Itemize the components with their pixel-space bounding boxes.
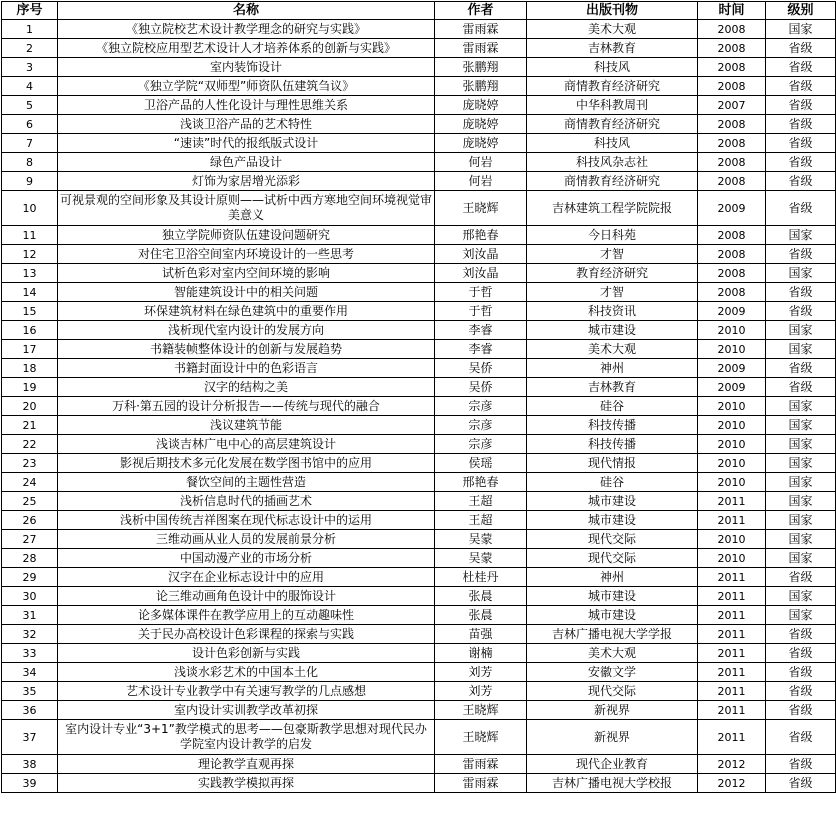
cell-author: 吴蒙 bbox=[435, 549, 527, 568]
cell-year: 2011 bbox=[698, 587, 766, 606]
table-row bbox=[2, 416, 836, 435]
table-row bbox=[2, 226, 836, 245]
table-row bbox=[2, 96, 836, 115]
cell-year: 2011 bbox=[698, 625, 766, 644]
cell-level: 国家 bbox=[766, 454, 836, 473]
cell-author: 李睿 bbox=[435, 340, 527, 359]
cell-publication: 美术大观 bbox=[527, 644, 698, 663]
cell-author: 刘芳 bbox=[435, 682, 527, 701]
cell-title: 浅析中国传统吉祥图案在现代标志设计中的运用 bbox=[58, 511, 435, 530]
cell-publication: 硅谷 bbox=[527, 473, 698, 492]
cell-year: 2010 bbox=[698, 530, 766, 549]
table-row bbox=[2, 172, 836, 191]
cell-title: 环保建筑材料在绿色建筑中的重要作用 bbox=[58, 302, 435, 321]
table-row bbox=[2, 264, 836, 283]
cell-row-number: 27 bbox=[2, 530, 58, 549]
cell-publication: 现代情报 bbox=[527, 454, 698, 473]
cell-level: 国家 bbox=[766, 473, 836, 492]
cell-publication: 商情教育经济研究 bbox=[527, 77, 698, 96]
cell-author: 何岩 bbox=[435, 153, 527, 172]
cell-author: 张鹏翔 bbox=[435, 58, 527, 77]
header-cell: 级别 bbox=[766, 2, 836, 20]
cell-level: 省级 bbox=[766, 245, 836, 264]
cell-level: 省级 bbox=[766, 191, 836, 226]
cell-level: 省级 bbox=[766, 115, 836, 134]
table-row bbox=[2, 302, 836, 321]
cell-title: 对住宅卫浴空间室内环境设计的一些思考 bbox=[58, 245, 435, 264]
cell-year: 2010 bbox=[698, 340, 766, 359]
cell-author: 庞晓婷 bbox=[435, 96, 527, 115]
cell-author: 于哲 bbox=[435, 302, 527, 321]
cell-row-number: 10 bbox=[2, 191, 58, 226]
cell-title: 试析色彩对室内空间环境的影响 bbox=[58, 264, 435, 283]
table-row bbox=[2, 359, 836, 378]
cell-level: 国家 bbox=[766, 549, 836, 568]
table-row bbox=[2, 58, 836, 77]
cell-row-number: 6 bbox=[2, 115, 58, 134]
cell-row-number: 24 bbox=[2, 473, 58, 492]
cell-row-number: 34 bbox=[2, 663, 58, 682]
cell-publication: 今日科苑 bbox=[527, 226, 698, 245]
table-row bbox=[2, 701, 836, 720]
cell-year: 2008 bbox=[698, 264, 766, 283]
publication-table bbox=[1, 1, 836, 793]
cell-title: 实践教学模拟再探 bbox=[58, 774, 435, 793]
cell-publication: 美术大观 bbox=[527, 340, 698, 359]
cell-author: 宗彦 bbox=[435, 416, 527, 435]
cell-row-number: 19 bbox=[2, 378, 58, 397]
cell-publication: 安徽文学 bbox=[527, 663, 698, 682]
cell-level: 省级 bbox=[766, 720, 836, 755]
cell-level: 省级 bbox=[766, 644, 836, 663]
cell-row-number: 16 bbox=[2, 321, 58, 340]
cell-year: 2012 bbox=[698, 755, 766, 774]
header-cell: 作者 bbox=[435, 2, 527, 20]
cell-level: 省级 bbox=[766, 359, 836, 378]
cell-publication: 教育经济研究 bbox=[527, 264, 698, 283]
cell-row-number: 22 bbox=[2, 435, 58, 454]
cell-title: 卫浴产品的人性化设计与理性思维关系 bbox=[58, 96, 435, 115]
cell-year: 2011 bbox=[698, 492, 766, 511]
cell-year: 2011 bbox=[698, 720, 766, 755]
cell-level: 省级 bbox=[766, 682, 836, 701]
cell-level: 省级 bbox=[766, 96, 836, 115]
cell-title: 设计色彩创新与实践 bbox=[58, 644, 435, 663]
cell-publication: 吉林建筑工程学院院报 bbox=[527, 191, 698, 226]
table-row bbox=[2, 435, 836, 454]
cell-publication: 城市建设 bbox=[527, 606, 698, 625]
cell-level: 省级 bbox=[766, 378, 836, 397]
table-row bbox=[2, 134, 836, 153]
cell-row-number: 20 bbox=[2, 397, 58, 416]
cell-author: 邢艳春 bbox=[435, 473, 527, 492]
table-row bbox=[2, 625, 836, 644]
cell-publication: 吉林教育 bbox=[527, 39, 698, 58]
table-row bbox=[2, 644, 836, 663]
cell-publication: 商情教育经济研究 bbox=[527, 172, 698, 191]
cell-title: 室内设计专业“3+1”教学模式的思考——包豪斯教学思想对现代民办学院室内设计教学的启发 bbox=[58, 720, 435, 755]
cell-row-number: 2 bbox=[2, 39, 58, 58]
cell-author: 邢艳春 bbox=[435, 226, 527, 245]
cell-level: 省级 bbox=[766, 302, 836, 321]
cell-publication: 才智 bbox=[527, 283, 698, 302]
cell-year: 2010 bbox=[698, 397, 766, 416]
cell-author: 王晓辉 bbox=[435, 720, 527, 755]
cell-level: 国家 bbox=[766, 511, 836, 530]
cell-level: 省级 bbox=[766, 755, 836, 774]
cell-publication: 现代交际 bbox=[527, 549, 698, 568]
cell-level: 国家 bbox=[766, 530, 836, 549]
cell-title: 浅谈水彩艺术的中国本土化 bbox=[58, 663, 435, 682]
cell-year: 2010 bbox=[698, 435, 766, 454]
cell-row-number: 35 bbox=[2, 682, 58, 701]
cell-title: “速读”时代的报纸版式设计 bbox=[58, 134, 435, 153]
cell-author: 张晨 bbox=[435, 606, 527, 625]
cell-publication: 美术大观 bbox=[527, 20, 698, 39]
cell-publication: 科技传播 bbox=[527, 435, 698, 454]
cell-author: 何岩 bbox=[435, 172, 527, 191]
cell-year: 2007 bbox=[698, 96, 766, 115]
cell-year: 2008 bbox=[698, 134, 766, 153]
cell-publication: 现代企业教育 bbox=[527, 755, 698, 774]
cell-row-number: 33 bbox=[2, 644, 58, 663]
cell-level: 国家 bbox=[766, 435, 836, 454]
cell-title: 论三维动画角色设计中的服饰设计 bbox=[58, 587, 435, 606]
cell-row-number: 17 bbox=[2, 340, 58, 359]
cell-row-number: 28 bbox=[2, 549, 58, 568]
cell-publication: 吉林广播电视大学校报 bbox=[527, 774, 698, 793]
cell-author: 张晨 bbox=[435, 587, 527, 606]
cell-year: 2010 bbox=[698, 549, 766, 568]
cell-publication: 吉林广播电视大学学报 bbox=[527, 625, 698, 644]
cell-title: 万科·第五园的设计分析报告——传统与现代的融合 bbox=[58, 397, 435, 416]
table-row bbox=[2, 755, 836, 774]
cell-level: 省级 bbox=[766, 39, 836, 58]
cell-year: 2010 bbox=[698, 473, 766, 492]
cell-row-number: 13 bbox=[2, 264, 58, 283]
cell-year: 2011 bbox=[698, 644, 766, 663]
cell-level: 国家 bbox=[766, 321, 836, 340]
cell-publication: 新视界 bbox=[527, 720, 698, 755]
cell-author: 雷雨霖 bbox=[435, 774, 527, 793]
cell-level: 国家 bbox=[766, 226, 836, 245]
table-row bbox=[2, 606, 836, 625]
cell-year: 2011 bbox=[698, 511, 766, 530]
cell-level: 省级 bbox=[766, 283, 836, 302]
cell-title: 室内装饰设计 bbox=[58, 58, 435, 77]
cell-row-number: 14 bbox=[2, 283, 58, 302]
table-row bbox=[2, 39, 836, 58]
cell-title: 浅议建筑节能 bbox=[58, 416, 435, 435]
cell-year: 2009 bbox=[698, 191, 766, 226]
cell-level: 国家 bbox=[766, 20, 836, 39]
cell-author: 雷雨霖 bbox=[435, 39, 527, 58]
cell-level: 省级 bbox=[766, 568, 836, 587]
cell-publication: 才智 bbox=[527, 245, 698, 264]
cell-publication: 硅谷 bbox=[527, 397, 698, 416]
cell-level: 省级 bbox=[766, 58, 836, 77]
cell-row-number: 29 bbox=[2, 568, 58, 587]
header-cell: 序号 bbox=[2, 2, 58, 20]
cell-title: 绿色产品设计 bbox=[58, 153, 435, 172]
cell-row-number: 1 bbox=[2, 20, 58, 39]
cell-year: 2009 bbox=[698, 359, 766, 378]
cell-publication: 科技资讯 bbox=[527, 302, 698, 321]
table-row bbox=[2, 321, 836, 340]
cell-author: 宗彦 bbox=[435, 435, 527, 454]
cell-row-number: 38 bbox=[2, 755, 58, 774]
cell-year: 2008 bbox=[698, 39, 766, 58]
cell-author: 庞晓婷 bbox=[435, 115, 527, 134]
cell-row-number: 11 bbox=[2, 226, 58, 245]
cell-row-number: 12 bbox=[2, 245, 58, 264]
cell-year: 2008 bbox=[698, 77, 766, 96]
table-row bbox=[2, 397, 836, 416]
cell-title: 独立学院师资队伍建设问题研究 bbox=[58, 226, 435, 245]
cell-year: 2011 bbox=[698, 606, 766, 625]
cell-author: 雷雨霖 bbox=[435, 20, 527, 39]
cell-level: 省级 bbox=[766, 134, 836, 153]
cell-level: 国家 bbox=[766, 264, 836, 283]
cell-level: 省级 bbox=[766, 153, 836, 172]
cell-title: 书籍封面设计中的色彩语言 bbox=[58, 359, 435, 378]
cell-author: 王超 bbox=[435, 511, 527, 530]
cell-row-number: 37 bbox=[2, 720, 58, 755]
cell-title: 餐饮空间的主题性营造 bbox=[58, 473, 435, 492]
cell-year: 2011 bbox=[698, 701, 766, 720]
cell-author: 吴蒙 bbox=[435, 530, 527, 549]
cell-author: 刘芳 bbox=[435, 663, 527, 682]
cell-title: 理论教学直观再探 bbox=[58, 755, 435, 774]
cell-year: 2010 bbox=[698, 454, 766, 473]
table-row bbox=[2, 454, 836, 473]
table-row bbox=[2, 663, 836, 682]
cell-level: 国家 bbox=[766, 606, 836, 625]
cell-author: 吴侨 bbox=[435, 359, 527, 378]
cell-author: 刘汝晶 bbox=[435, 264, 527, 283]
table-row bbox=[2, 378, 836, 397]
table-row bbox=[2, 115, 836, 134]
cell-level: 国家 bbox=[766, 492, 836, 511]
cell-level: 省级 bbox=[766, 172, 836, 191]
table-row bbox=[2, 549, 836, 568]
cell-author: 王晓辉 bbox=[435, 701, 527, 720]
cell-title: 《独立院校应用型艺术设计人才培养体系的创新与实践》 bbox=[58, 39, 435, 58]
cell-title: 汉字在企业标志设计中的应用 bbox=[58, 568, 435, 587]
cell-title: 中国动漫产业的市场分析 bbox=[58, 549, 435, 568]
cell-row-number: 8 bbox=[2, 153, 58, 172]
table-row bbox=[2, 153, 836, 172]
cell-row-number: 4 bbox=[2, 77, 58, 96]
table-row bbox=[2, 720, 836, 755]
cell-publication: 科技风 bbox=[527, 134, 698, 153]
cell-level: 省级 bbox=[766, 701, 836, 720]
cell-row-number: 23 bbox=[2, 454, 58, 473]
cell-title: 可视景观的空间形象及其设计原则——试析中西方寒地空间环境视觉审美意义 bbox=[58, 191, 435, 226]
header-row bbox=[2, 2, 836, 20]
cell-row-number: 39 bbox=[2, 774, 58, 793]
cell-row-number: 26 bbox=[2, 511, 58, 530]
cell-publication: 科技传播 bbox=[527, 416, 698, 435]
cell-author: 杜桂丹 bbox=[435, 568, 527, 587]
cell-year: 2008 bbox=[698, 226, 766, 245]
cell-year: 2012 bbox=[698, 774, 766, 793]
cell-publication: 吉林教育 bbox=[527, 378, 698, 397]
cell-publication: 中华科教周刊 bbox=[527, 96, 698, 115]
cell-title: 艺术设计专业教学中有关速写教学的几点感想 bbox=[58, 682, 435, 701]
cell-row-number: 36 bbox=[2, 701, 58, 720]
table-row bbox=[2, 20, 836, 39]
cell-year: 2008 bbox=[698, 245, 766, 264]
cell-author: 王晓辉 bbox=[435, 191, 527, 226]
cell-author: 庞晓婷 bbox=[435, 134, 527, 153]
table-row bbox=[2, 77, 836, 96]
table-row bbox=[2, 283, 836, 302]
cell-level: 省级 bbox=[766, 625, 836, 644]
cell-title: 论多媒体课件在教学应用上的互动趣味性 bbox=[58, 606, 435, 625]
cell-title: 影视后期技术多元化发展在数学图书馆中的应用 bbox=[58, 454, 435, 473]
table-row bbox=[2, 682, 836, 701]
cell-publication: 科技风杂志社 bbox=[527, 153, 698, 172]
cell-level: 省级 bbox=[766, 663, 836, 682]
cell-publication: 城市建设 bbox=[527, 587, 698, 606]
table-row bbox=[2, 568, 836, 587]
cell-title: 浅析现代室内设计的发展方向 bbox=[58, 321, 435, 340]
cell-row-number: 30 bbox=[2, 587, 58, 606]
cell-title: 《独立院校艺术设计教学理念的研究与实践》 bbox=[58, 20, 435, 39]
cell-year: 2008 bbox=[698, 20, 766, 39]
cell-year: 2008 bbox=[698, 153, 766, 172]
cell-title: 智能建筑设计中的相关问题 bbox=[58, 283, 435, 302]
cell-author: 刘汝晶 bbox=[435, 245, 527, 264]
cell-author: 苗强 bbox=[435, 625, 527, 644]
cell-publication: 科技风 bbox=[527, 58, 698, 77]
cell-author: 王超 bbox=[435, 492, 527, 511]
table-row bbox=[2, 191, 836, 226]
cell-year: 2008 bbox=[698, 172, 766, 191]
header-cell: 出版刊物 bbox=[527, 2, 698, 20]
cell-row-number: 21 bbox=[2, 416, 58, 435]
cell-year: 2009 bbox=[698, 378, 766, 397]
cell-author: 张鹏翔 bbox=[435, 77, 527, 96]
cell-title: 三维动画从业人员的发展前景分析 bbox=[58, 530, 435, 549]
cell-author: 侯瑶 bbox=[435, 454, 527, 473]
cell-publication: 城市建设 bbox=[527, 321, 698, 340]
header-cell: 名称 bbox=[58, 2, 435, 20]
table-row bbox=[2, 245, 836, 264]
cell-year: 2011 bbox=[698, 663, 766, 682]
cell-author: 雷雨霖 bbox=[435, 755, 527, 774]
cell-title: 浅析信息时代的插画艺术 bbox=[58, 492, 435, 511]
cell-title: 浅谈吉林广电中心的高层建筑设计 bbox=[58, 435, 435, 454]
table-row bbox=[2, 530, 836, 549]
header-cell: 时间 bbox=[698, 2, 766, 20]
cell-publication: 现代交际 bbox=[527, 530, 698, 549]
cell-row-number: 32 bbox=[2, 625, 58, 644]
cell-title: 关于民办高校设计色彩课程的探索与实践 bbox=[58, 625, 435, 644]
cell-row-number: 7 bbox=[2, 134, 58, 153]
cell-year: 2009 bbox=[698, 302, 766, 321]
cell-title: 汉字的结构之美 bbox=[58, 378, 435, 397]
cell-level: 省级 bbox=[766, 774, 836, 793]
cell-year: 2008 bbox=[698, 115, 766, 134]
cell-publication: 新视界 bbox=[527, 701, 698, 720]
cell-year: 2011 bbox=[698, 568, 766, 587]
cell-level: 国家 bbox=[766, 587, 836, 606]
cell-year: 2011 bbox=[698, 682, 766, 701]
cell-row-number: 5 bbox=[2, 96, 58, 115]
cell-title: 灯饰为家居增光添彩 bbox=[58, 172, 435, 191]
cell-level: 国家 bbox=[766, 397, 836, 416]
cell-title: 书籍装帧整体设计的创新与发展趋势 bbox=[58, 340, 435, 359]
table-row bbox=[2, 774, 836, 793]
cell-level: 省级 bbox=[766, 77, 836, 96]
table-row bbox=[2, 473, 836, 492]
cell-row-number: 31 bbox=[2, 606, 58, 625]
cell-publication: 神州 bbox=[527, 568, 698, 587]
cell-author: 宗彦 bbox=[435, 397, 527, 416]
cell-year: 2010 bbox=[698, 321, 766, 340]
cell-row-number: 18 bbox=[2, 359, 58, 378]
cell-row-number: 9 bbox=[2, 172, 58, 191]
cell-level: 国家 bbox=[766, 416, 836, 435]
cell-year: 2010 bbox=[698, 416, 766, 435]
cell-publication: 现代交际 bbox=[527, 682, 698, 701]
cell-row-number: 3 bbox=[2, 58, 58, 77]
table-row bbox=[2, 511, 836, 530]
cell-author: 谢楠 bbox=[435, 644, 527, 663]
cell-publication: 神州 bbox=[527, 359, 698, 378]
table-row bbox=[2, 587, 836, 606]
cell-publication: 城市建设 bbox=[527, 492, 698, 511]
cell-year: 2008 bbox=[698, 283, 766, 302]
cell-row-number: 15 bbox=[2, 302, 58, 321]
cell-publication: 商情教育经济研究 bbox=[527, 115, 698, 134]
cell-row-number: 25 bbox=[2, 492, 58, 511]
table-row bbox=[2, 492, 836, 511]
cell-author: 于哲 bbox=[435, 283, 527, 302]
cell-author: 李睿 bbox=[435, 321, 527, 340]
cell-title: 室内设计实训教学改革初探 bbox=[58, 701, 435, 720]
table-row bbox=[2, 340, 836, 359]
cell-year: 2008 bbox=[698, 58, 766, 77]
cell-publication: 城市建设 bbox=[527, 511, 698, 530]
cell-level: 国家 bbox=[766, 340, 836, 359]
cell-title: 《独立学院“双师型”师资队伍建筑刍议》 bbox=[58, 77, 435, 96]
cell-title: 浅谈卫浴产品的艺术特性 bbox=[58, 115, 435, 134]
cell-author: 吴侨 bbox=[435, 378, 527, 397]
